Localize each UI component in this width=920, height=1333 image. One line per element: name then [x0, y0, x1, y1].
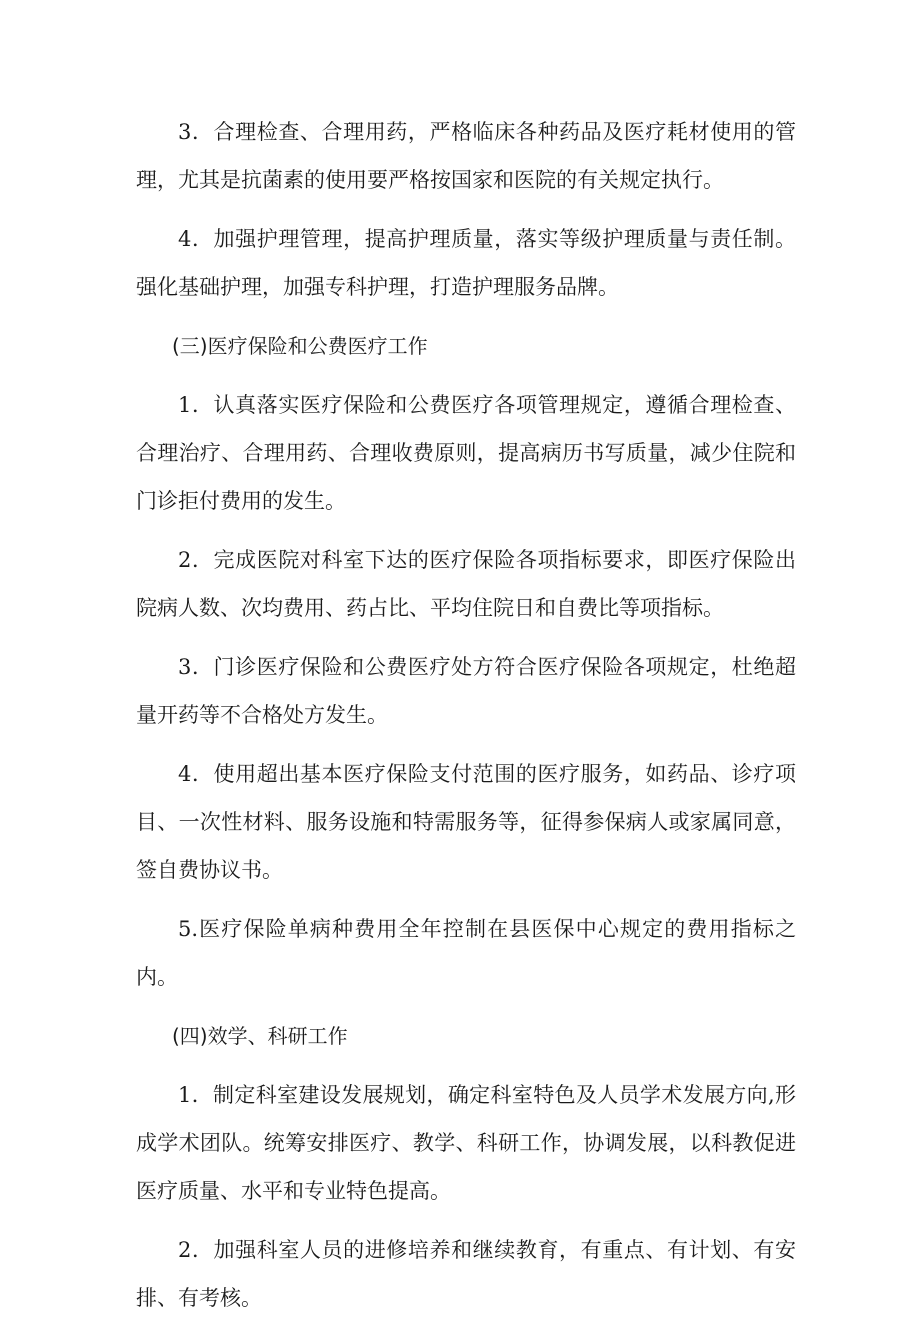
paragraph-item-5-single-disease-cost: 5.医疗保险单病种费用全年控制在县医保中心规定的费用指标之内。	[136, 917, 796, 989]
paragraph-item-3-outpatient-prescriptions: 3．门诊医疗保险和公费医疗处方符合医疗保险各项规定，杜绝超量开药等不合格处方发生。	[136, 655, 796, 727]
paragraph-item-4-self-pay-agreement: 4．使用超出基本医疗保险支付范围的医疗服务，如药品、诊疗项目、一次性材料、服务设施和特需服务等，征得参保病人或家属同意，签自费协议书。	[136, 762, 796, 882]
paragraph-item-1-development-plan: 1．制定科室建设发展规划，确定科室特色及人员学术发展方向,形成学术团队。统筹安排医疗、教学、科研工作，协调发展，以科教促进医疗质量、水平和专业特色提高。	[136, 1083, 796, 1203]
paragraph-item-2-insurance-targets: 2．完成医院对科室下达的医疗保险各项指标要求，即医疗保险出院病人数、次均费用、药占比、平均住院日和自费比等项指标。	[136, 548, 796, 620]
paragraph-item-2-staff-training: 2．加强科室人员的进修培养和继续教育，有重点、有计划、有安排、有考核。	[136, 1238, 796, 1310]
paragraph-item-1-insurance-rules: 1．认真落实医疗保险和公费医疗各项管理规定，遵循合理检查、合理治疗、合理用药、合理收费原则，提高病历书写质量，减少住院和门诊拒付费用的发生。	[136, 393, 796, 513]
document-body	[136, 108, 796, 1333]
section-heading-teaching-research: (四)效学、科研工作	[172, 1024, 348, 1048]
paragraph-item-3-rational-medication: 3．合理检查、合理用药，严格临床各种药品及医疗耗材使用的管理，尤其是抗菌素的使用要严格按国家和医院的有关规定执行。	[136, 120, 796, 192]
paragraph-item-4-nursing-management: 4．加强护理管理，提高护理质量，落实等级护理质量与责任制。强化基础护理，加强专科护理，打造护理服务品牌。	[136, 227, 796, 299]
section-heading-medical-insurance: (三)医疗保险和公费医疗工作	[172, 334, 428, 358]
